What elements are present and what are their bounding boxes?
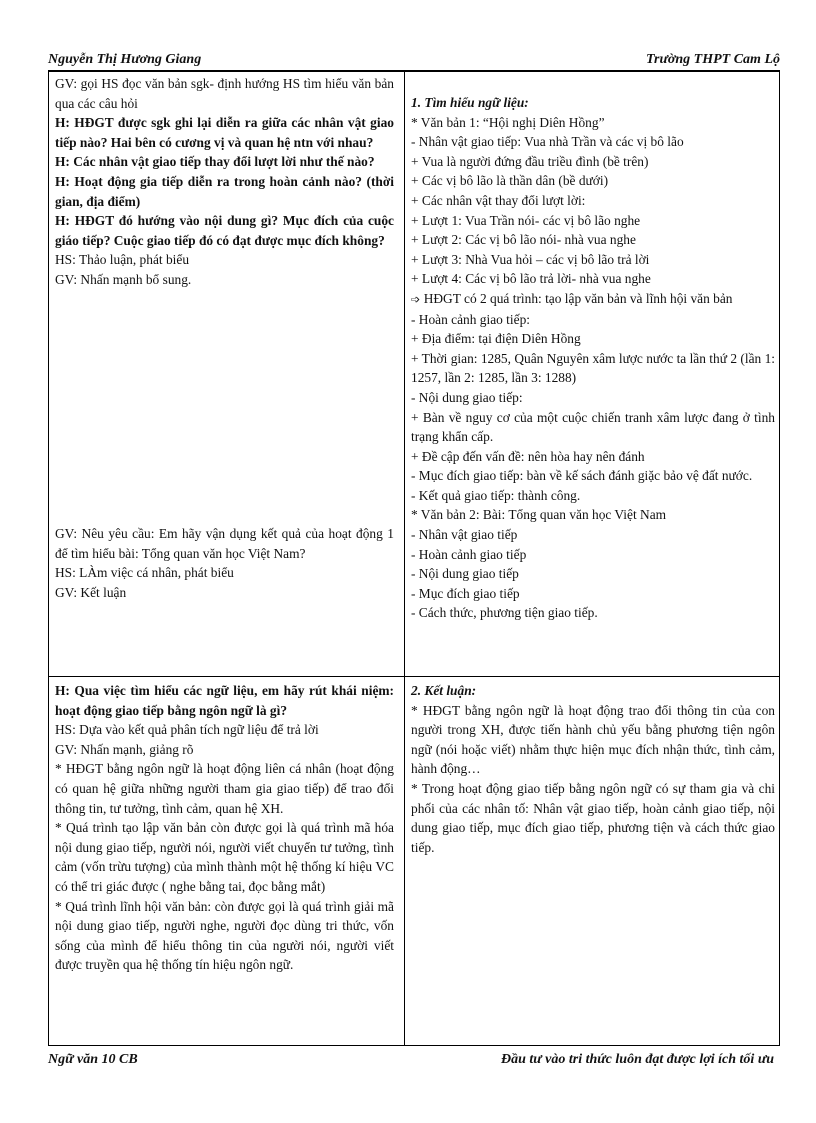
text-line-content: + Đề cập đến vấn đề: nên hòa hay nên đánh [411, 448, 645, 464]
text-line [411, 349, 775, 388]
lesson-table [48, 71, 780, 1046]
text-line [55, 759, 394, 818]
text-line-content: H: Hoạt động gia tiếp diễn ra trong hoàn cảnh nào? (thời gian, địa điểm) [55, 173, 394, 209]
text-line [55, 152, 394, 172]
text-line [55, 583, 394, 603]
text-line-content: HĐGT có 2 quá trình: tạo lập văn bản và lĩnh hội văn bản [423, 290, 733, 306]
text-line [411, 132, 775, 152]
text-line [411, 310, 775, 330]
text-line-content: + Các nhân vật thay đổi lượt lời: [411, 192, 586, 208]
text-line [411, 447, 775, 467]
text-line-content: 2. Kết luận: [411, 683, 477, 698]
text-line-content: GV: Nhấn mạnh, giảng rõ [55, 741, 194, 757]
text-line [411, 171, 775, 191]
row-divider [49, 676, 779, 677]
text-line-content: GV: Nêu yêu cầu: Em hãy vận dụng kết quả của hoạt động 1 để tìm hiểu bài: Tổng quan văn học Việt Nam? [55, 526, 394, 561]
text-line [55, 250, 394, 270]
text-line-content: + Lượt 1: Vua Trần nói- các vị bô lão nghe [411, 212, 641, 228]
text-line [55, 818, 394, 896]
text-line-content: - Kết quả giao tiếp: thành công. [411, 487, 581, 503]
text-line-content: * Quá trình tạo lập văn bản còn được gọi là quá trình mã hóa nội dung giao tiếp, người nói, người viết chuyển tư tưởng, tình cảm (vốn trừu tượng) của mình thành một hệ thống kí hiệu VC có thể tri giác được ( nghe bằng tai, đọc bằng mắt) [55, 820, 394, 894]
text-line-content: H: HĐGT được sgk ghi lại diễn ra giữa các nhân vật giao tiếp nào? Hai bên có cương vị và quan hệ ntn với nhau? [55, 115, 394, 150]
text-line [55, 524, 394, 563]
text-line-content: * Văn bản 2: Bài: Tổng quan văn học Việt Nam [411, 507, 667, 523]
text-line [411, 269, 775, 289]
text-line [411, 329, 775, 349]
text-line-content: H: HĐGT đó hướng vào nội dung gì? Mục đích của cuộc giáo tiếp? Cuộc giao tiếp đó có đạt được mục đích không? [55, 213, 394, 248]
text-line [411, 289, 775, 310]
text-line-content: + Địa điểm: tại điện Diên Hồng [411, 331, 581, 347]
text-line-content: - Nội dung giao tiếp [411, 566, 519, 582]
text-line [411, 466, 775, 486]
text-line-content: - Mục đích giao tiếp: bàn về kế sách đánh giặc bảo vệ đất nước. [411, 468, 753, 484]
arrow-right-icon: ➩ [411, 292, 424, 306]
text-line [55, 897, 394, 975]
teacher-activities-section-3 [55, 681, 394, 975]
text-line-content: + Các vị bô lão là thần dân (bề dưới) [411, 173, 609, 189]
subject-name: Ngữ văn 10 CB [48, 1052, 138, 1067]
text-line-content: + Vua là người đứng đầu triều đình (bề trên) [411, 153, 649, 169]
text-line-content: * Quá trình lĩnh hội văn bản: còn được gọi là quá trình giải mã nội dung giao tiếp, người nghe, người đọc dùng tri thức, vốn sống của mình để hiểu thông tin của người nói, người viết được truyền qua hệ thống tín hiệu ngôn ngữ. [55, 898, 394, 973]
text-line [411, 93, 775, 113]
text-line [411, 701, 775, 779]
text-line-content: + Lượt 4: Các vị bô lão trả lời- nhà vua nghe [411, 271, 651, 287]
author-name: Nguyễn Thị Hương Giang [48, 52, 202, 67]
text-line [411, 779, 775, 857]
page-footer [48, 1052, 780, 1068]
text-line-content: 1. Tìm hiểu ngữ liệu: [411, 95, 529, 110]
text-line-content: - Cách thức, phương tiện giao tiếp. [411, 605, 598, 621]
text-line-content: * Trong hoạt động giao tiếp bằng ngôn ngữ có sự tham gia và chi phối của các nhân tố: Nhân vật giao tiếp, hoàn cảnh giao tiếp, nội dung giao tiếp, mục đích giao tiếp, phương tiện và cách thức giao tiếp. [411, 780, 775, 855]
teacher-activities-section-1 [55, 74, 394, 290]
text-line-content: + Lượt 3: Nhà Vua hỏi – các vị bô lão trả lời [411, 251, 650, 267]
text-line [411, 603, 775, 623]
text-line [411, 113, 775, 133]
text-line-content: H: Qua việc tìm hiểu các ngữ liệu, em hãy rút khái niệm: hoạt động giao tiếp bằng ngôn ngữ là gì? [55, 683, 394, 718]
page-header [48, 52, 780, 68]
text-line [55, 740, 394, 760]
teacher-activities-section-2 [55, 524, 394, 602]
text-line-content: * HĐGT bằng ngôn ngữ là hoạt động trao đổi thông tin của con người trong XH, được tiến hành chủ yếu bằng phương tiện ngôn ngữ (nói hoặc viết) nhằm thực hiện mục đích nhận thức, tình cảm, hành động… [411, 702, 775, 777]
text-line-content: + Lượt 2: Các vị bô lão nói- nhà vua nghe [411, 232, 636, 248]
content-section-1 [411, 93, 775, 623]
text-line [411, 388, 775, 408]
text-line [55, 211, 394, 250]
text-line-content: GV: gọi HS đọc văn bản sgk- định hướng HS tìm hiểu văn bản qua các câu hỏi [55, 76, 394, 111]
text-line [55, 74, 394, 113]
text-line-content: GV: Nhấn mạnh bổ sung. [55, 271, 192, 287]
text-line [411, 681, 775, 701]
text-line [55, 720, 394, 740]
footer-motto: Đầu tư vào tri thức luôn đạt được lợi ích tối ưu [501, 1052, 774, 1067]
text-line [411, 152, 775, 172]
text-line-content: GV: Kết luận [55, 584, 127, 600]
text-line-content: HS: Thảo luận, phát biểu [55, 252, 190, 268]
text-line [55, 113, 394, 152]
text-line-content: - Mục đích giao tiếp [411, 585, 520, 601]
text-line [411, 250, 775, 270]
content-section-2 [411, 681, 775, 857]
text-line-content: * Văn bản 1: “Hội nghị Diên Hồng” [411, 114, 605, 130]
text-line [411, 545, 775, 565]
text-line-content: HS: Dựa vào kết quả phân tích ngữ liệu để trả lời [55, 722, 319, 738]
text-line [411, 230, 775, 250]
text-line [411, 408, 775, 447]
text-line [411, 525, 775, 545]
text-line-content: HS: LÀm việc cá nhân, phát biểu [55, 565, 234, 581]
text-line [411, 564, 775, 584]
school-name: Trường THPT Cam Lộ [646, 52, 780, 67]
text-line [55, 270, 394, 290]
text-line [411, 486, 775, 506]
column-divider [404, 72, 405, 1045]
text-line [411, 211, 775, 231]
text-line [55, 681, 394, 720]
text-line-content: - Nhân vật giao tiếp: Vua nhà Trần và các vị bô lão [411, 134, 684, 150]
text-line [411, 505, 775, 525]
text-line-content: + Bàn về nguy cơ của một cuộc chiến tranh xâm lược đang ở tình trạng khẩn cấp. [411, 409, 775, 445]
text-line-content: H: Các nhân vật giao tiếp thay đổi lượt lời như thế nào? [55, 154, 375, 170]
text-line [55, 172, 394, 211]
text-line [55, 563, 394, 583]
text-line-content: + Thời gian: 1285, Quân Nguyên xâm lược nước ta lần thứ 2 (lần 1: 1257, lần 2: 1285, lần 3: 1288) [411, 350, 775, 386]
text-line [411, 191, 775, 211]
text-line-content: - Hoàn cảnh giao tiếp [411, 546, 527, 562]
text-line-content: - Nhân vật giao tiếp [411, 527, 518, 543]
text-line [411, 584, 775, 604]
text-line-content: - Nội dung giao tiếp: [411, 389, 523, 405]
text-line-content: * HĐGT bằng ngôn ngữ là hoạt động liên cá nhân (hoạt động có quan hệ giữa những người tham gia giao tiếp) để trao đổi thông tin, tư tưởng, tình cảm, quan hệ XH. [55, 761, 394, 816]
text-line-content: - Hoàn cảnh giao tiếp: [411, 311, 530, 327]
